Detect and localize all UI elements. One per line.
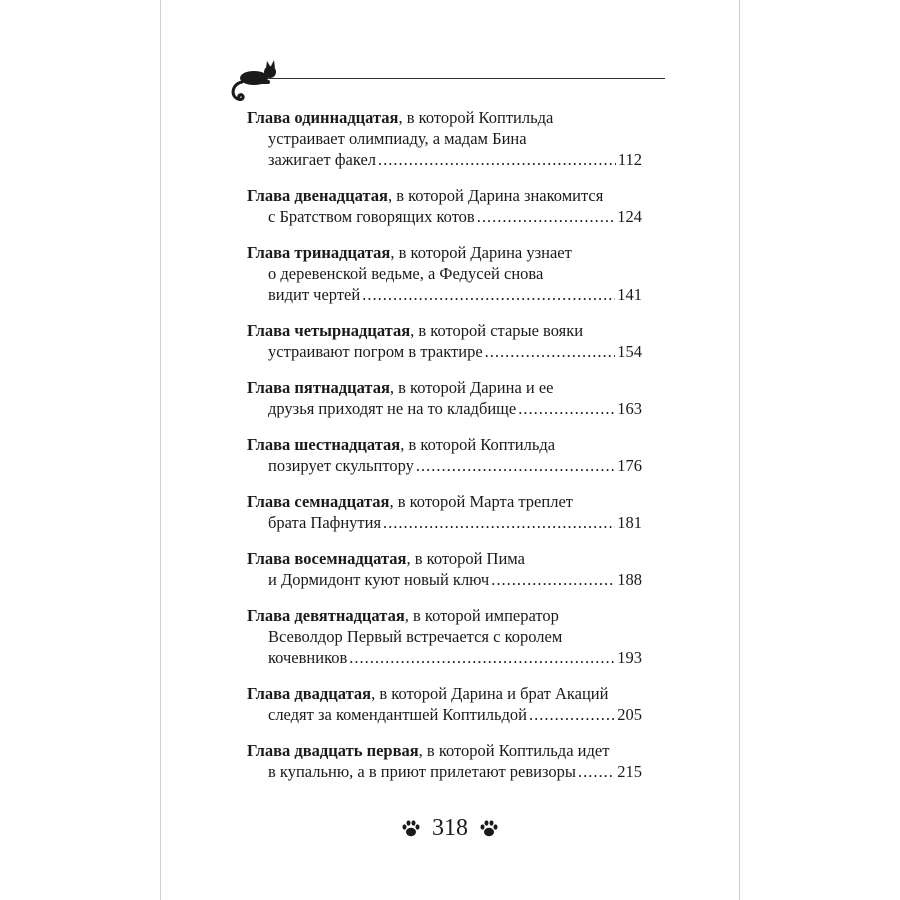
chapter-description: , в которой Пима: [406, 549, 525, 568]
toc-entry-line: [247, 605, 642, 626]
chapter-description: и Дормидонт куют новый ключ: [268, 570, 490, 589]
toc-entry-last-line: [247, 341, 642, 362]
toc-entry-line: [247, 242, 642, 263]
toc-page-number: 215: [617, 762, 642, 781]
toc-entry-last-line: [247, 569, 642, 590]
chapter-description: видит чертей: [268, 285, 361, 304]
toc-entry[interactable]: [247, 740, 642, 782]
chapter-description: с Братством говорящих котов: [268, 207, 475, 226]
toc-page-number: 181: [617, 513, 642, 532]
page-footer: [0, 815, 900, 842]
chapter-heading: Глава четырнадцатая: [247, 321, 411, 340]
toc-entry-last-line: [247, 284, 642, 305]
toc-entry[interactable]: [247, 434, 642, 476]
toc-page-number: 154: [617, 342, 642, 361]
page-number: 318: [432, 815, 468, 841]
toc-page-number: 176: [617, 456, 642, 475]
toc-page-number: 163: [617, 399, 642, 418]
dot-leader: [349, 647, 615, 668]
toc-entry-line: [247, 683, 642, 704]
chapter-description: , в которой Марта треплет: [389, 492, 573, 511]
chapter-heading: Глава одиннадцатая: [247, 108, 399, 127]
toc-entry-line: [247, 128, 642, 149]
header-rule: [268, 78, 665, 79]
toc-page-number: 124: [617, 207, 642, 226]
toc-entry[interactable]: [247, 605, 642, 668]
chapter-heading: Глава пятнадцатая: [247, 378, 390, 397]
toc-entry-line: [247, 434, 642, 455]
chapter-description: в купальню, а в приют прилетают ревизоры: [268, 762, 576, 781]
chapter-heading: Глава двенадцатая: [247, 186, 388, 205]
toc-page-number: 193: [617, 648, 642, 667]
toc-entry-line: [247, 740, 642, 761]
dot-leader: [518, 398, 615, 419]
dot-leader: [491, 569, 615, 590]
dot-leader: [477, 206, 616, 227]
chapter-heading: Глава шестнадцатая: [247, 435, 401, 454]
toc-entry[interactable]: [247, 185, 642, 227]
chapter-description: Всеволдор Первый встречается с королем: [268, 627, 563, 646]
toc-entry-last-line: [247, 647, 642, 668]
chapter-description: устраивает олимпиаду, а мадам Бина: [268, 129, 527, 148]
chapter-description: устраивают погром в трактире: [268, 342, 483, 361]
chapter-description: , в которой старые вояки: [410, 321, 584, 340]
toc-page-number: 205: [617, 705, 642, 724]
chapter-description: , в которой Дарина знакомится: [387, 186, 604, 205]
toc-entry[interactable]: [247, 242, 642, 305]
chapter-description: позирует скульптору: [268, 456, 414, 475]
toc-entry-last-line: [247, 455, 642, 476]
toc-entry-last-line: [247, 761, 642, 782]
toc-entry[interactable]: [247, 377, 642, 419]
toc-entry-line: [247, 320, 642, 341]
chapter-description: брата Пафнутия: [268, 513, 382, 532]
toc-entry-line: [247, 263, 642, 284]
chapter-heading: Глава восемнадцатая: [247, 549, 407, 568]
chapter-description: , в которой Коптильда: [398, 108, 554, 127]
chapter-heading: Глава двадцать первая: [247, 741, 419, 760]
paw-print-icon: [400, 818, 422, 840]
chapter-description: зажигает факел: [268, 150, 376, 169]
chapter-heading: Глава девятнадцатая: [247, 606, 405, 625]
paw-print-icon: [478, 818, 500, 840]
chapter-heading: Глава семнадцатая: [247, 492, 390, 511]
toc-entry-last-line: [247, 398, 642, 419]
dot-leader: [383, 512, 615, 533]
toc-entry-line: [247, 548, 642, 569]
dot-leader: [485, 341, 616, 362]
chapter-heading: Глава тринадцатая: [247, 243, 391, 262]
dot-leader: [529, 704, 615, 725]
chapter-heading: Глава двадцатая: [247, 684, 372, 703]
toc-page-number: 112: [617, 150, 642, 169]
chapter-description: , в которой Коптильда: [400, 435, 556, 454]
chapter-description: , в которой император: [404, 606, 559, 625]
chapter-description: о деревенской ведьме, а Федусей снова: [268, 264, 544, 283]
toc-entry-line: [247, 377, 642, 398]
chapter-description: , в которой Дарина и брат Акаций: [371, 684, 609, 703]
toc-entry-last-line: [247, 704, 642, 725]
toc-entry[interactable]: [247, 107, 642, 170]
chapter-description: друзья приходят не на то кладбище: [268, 399, 517, 418]
chapter-description: , в которой Коптильда идет: [418, 741, 610, 760]
cat-icon: [228, 56, 280, 104]
dot-leader: [416, 455, 615, 476]
chapter-description: следят за комендантшей Коптильдой: [268, 705, 527, 724]
chapter-description: , в которой Дарина и ее: [389, 378, 554, 397]
toc-entry-line: [247, 491, 642, 512]
toc-page-number: 141: [617, 285, 642, 304]
toc-entry[interactable]: [247, 320, 642, 362]
chapter-description: , в которой Дарина узнает: [390, 243, 572, 262]
toc-entry-last-line: [247, 512, 642, 533]
toc-entry[interactable]: [247, 491, 642, 533]
table-of-contents: [247, 107, 642, 797]
dot-leader: [578, 761, 615, 782]
toc-entry-last-line: [247, 206, 642, 227]
toc-entry-line: [247, 626, 642, 647]
toc-entry[interactable]: [247, 548, 642, 590]
dot-leader: [362, 284, 615, 305]
toc-entry-line: [247, 107, 642, 128]
toc-entry-line: [247, 185, 642, 206]
toc-entry-last-line: [247, 149, 642, 170]
toc-page-number: 188: [617, 570, 642, 589]
dot-leader: [378, 149, 616, 170]
toc-entry[interactable]: [247, 683, 642, 725]
chapter-description: кочевников: [268, 648, 348, 667]
